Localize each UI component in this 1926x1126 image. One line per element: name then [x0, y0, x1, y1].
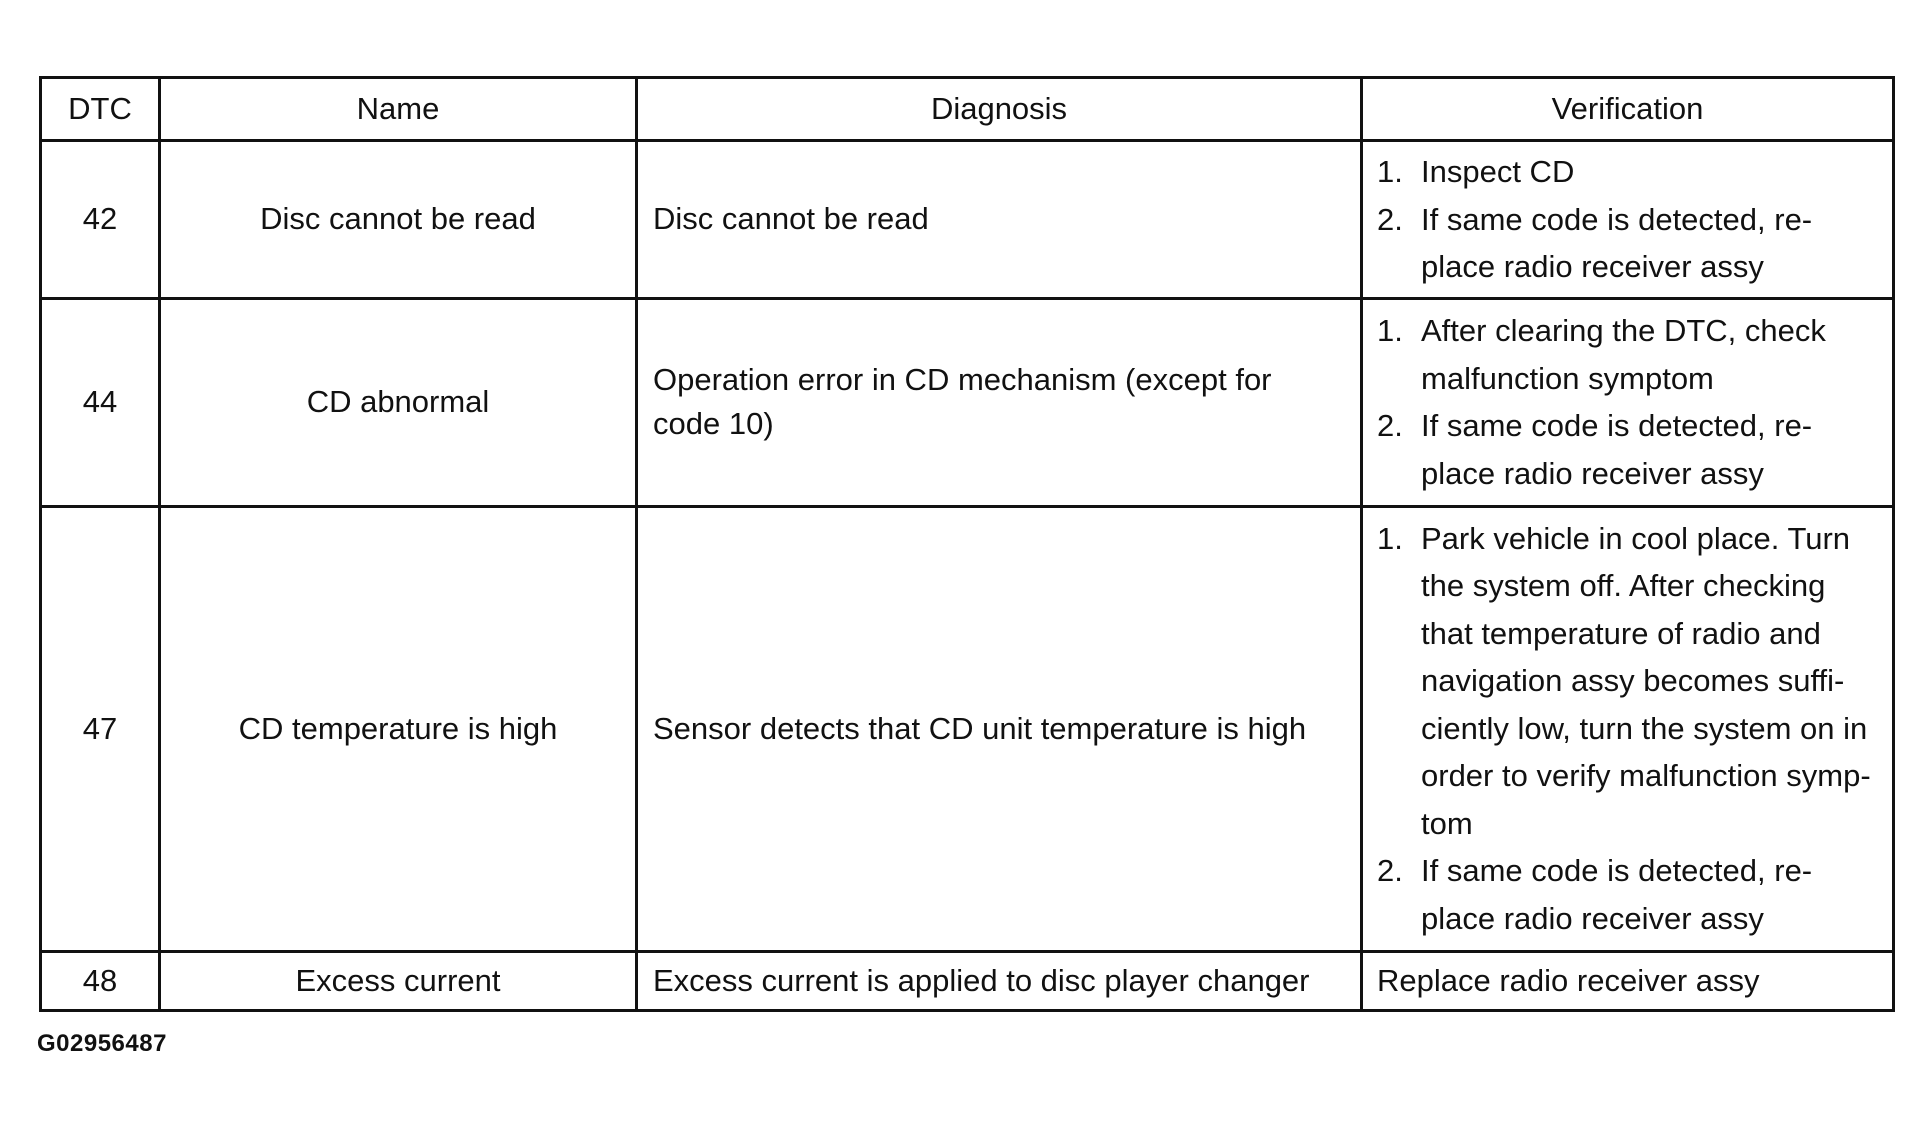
table-row	[41, 506, 1894, 951]
header-diagnosis: Diagnosis	[637, 78, 1362, 141]
dtc-verification	[1362, 506, 1894, 951]
step-text: If same code is detected, re-	[1421, 408, 1813, 443]
table-row	[41, 298, 1894, 506]
diagnosis-line: Operation error in CD mechanism (except for	[653, 362, 1272, 397]
verification-steps	[1377, 148, 1878, 291]
table-row	[41, 951, 1894, 1010]
step-number: 2.	[1377, 408, 1403, 443]
figure-id: G02956487	[37, 1030, 167, 1057]
dtc-name: CD abnormal	[160, 298, 637, 506]
step-text: place radio receiver assy	[1421, 455, 1764, 491]
verification-step	[1377, 196, 1878, 291]
step-text: order to verify malfunction symp-	[1421, 758, 1871, 794]
verification-step	[1377, 847, 1878, 942]
table-row	[41, 141, 1894, 299]
dtc-name: CD temperature is high	[160, 506, 637, 951]
step-text: Inspect CD	[1421, 154, 1575, 189]
step-text: navigation assy becomes suffi-	[1421, 663, 1845, 699]
verification-step	[1377, 307, 1878, 402]
dtc-diagnosis	[637, 298, 1362, 506]
verification-steps	[1377, 515, 1878, 943]
verification-step	[1377, 402, 1878, 497]
step-text: that temperature of radio and	[1421, 615, 1821, 651]
step-text: tom	[1421, 805, 1473, 841]
step-number: 1.	[1377, 313, 1403, 348]
verification-step	[1377, 515, 1878, 848]
dtc-diagnosis: Sensor detects that CD unit temperature is high	[637, 506, 1362, 951]
step-number: 2.	[1377, 201, 1403, 237]
step-text: malfunction symptom	[1421, 360, 1714, 396]
step-text: the system off. After checking	[1421, 568, 1826, 604]
dtc-code: 42	[41, 141, 160, 299]
dtc-diagnosis: Excess current is applied to disc player changer	[637, 951, 1362, 1010]
dtc-name: Excess current	[160, 951, 637, 1010]
diagnosis-line: code 10)	[653, 406, 774, 441]
step-number: 1.	[1377, 154, 1403, 189]
verification-step	[1377, 148, 1878, 196]
dtc-code: 48	[41, 951, 160, 1010]
dtc-verification	[1362, 298, 1894, 506]
header-row	[41, 78, 1894, 141]
step-text: place radio receiver assy	[1421, 249, 1764, 284]
step-text: place radio receiver assy	[1421, 900, 1764, 936]
header-dtc: DTC	[41, 78, 160, 141]
header-name: Name	[160, 78, 637, 141]
verification-steps	[1377, 307, 1878, 497]
step-text: Park vehicle in cool place. Turn	[1421, 520, 1851, 556]
dtc-diagnosis: Disc cannot be read	[637, 141, 1362, 299]
step-text: After clearing the DTC, check	[1421, 313, 1826, 348]
dtc-verification	[1362, 141, 1894, 299]
dtc-code: 44	[41, 298, 160, 506]
step-text: If same code is detected, re-	[1421, 853, 1813, 889]
step-number: 1.	[1377, 520, 1403, 556]
dtc-table	[39, 76, 1895, 1012]
dtc-verification: Replace radio receiver assy	[1362, 951, 1894, 1010]
dtc-code: 47	[41, 506, 160, 951]
step-text: ciently low, turn the system on in	[1421, 710, 1868, 746]
header-verification: Verification	[1362, 78, 1894, 141]
step-text: If same code is detected, re-	[1421, 201, 1813, 237]
dtc-name: Disc cannot be read	[160, 141, 637, 299]
step-number: 2.	[1377, 853, 1403, 889]
